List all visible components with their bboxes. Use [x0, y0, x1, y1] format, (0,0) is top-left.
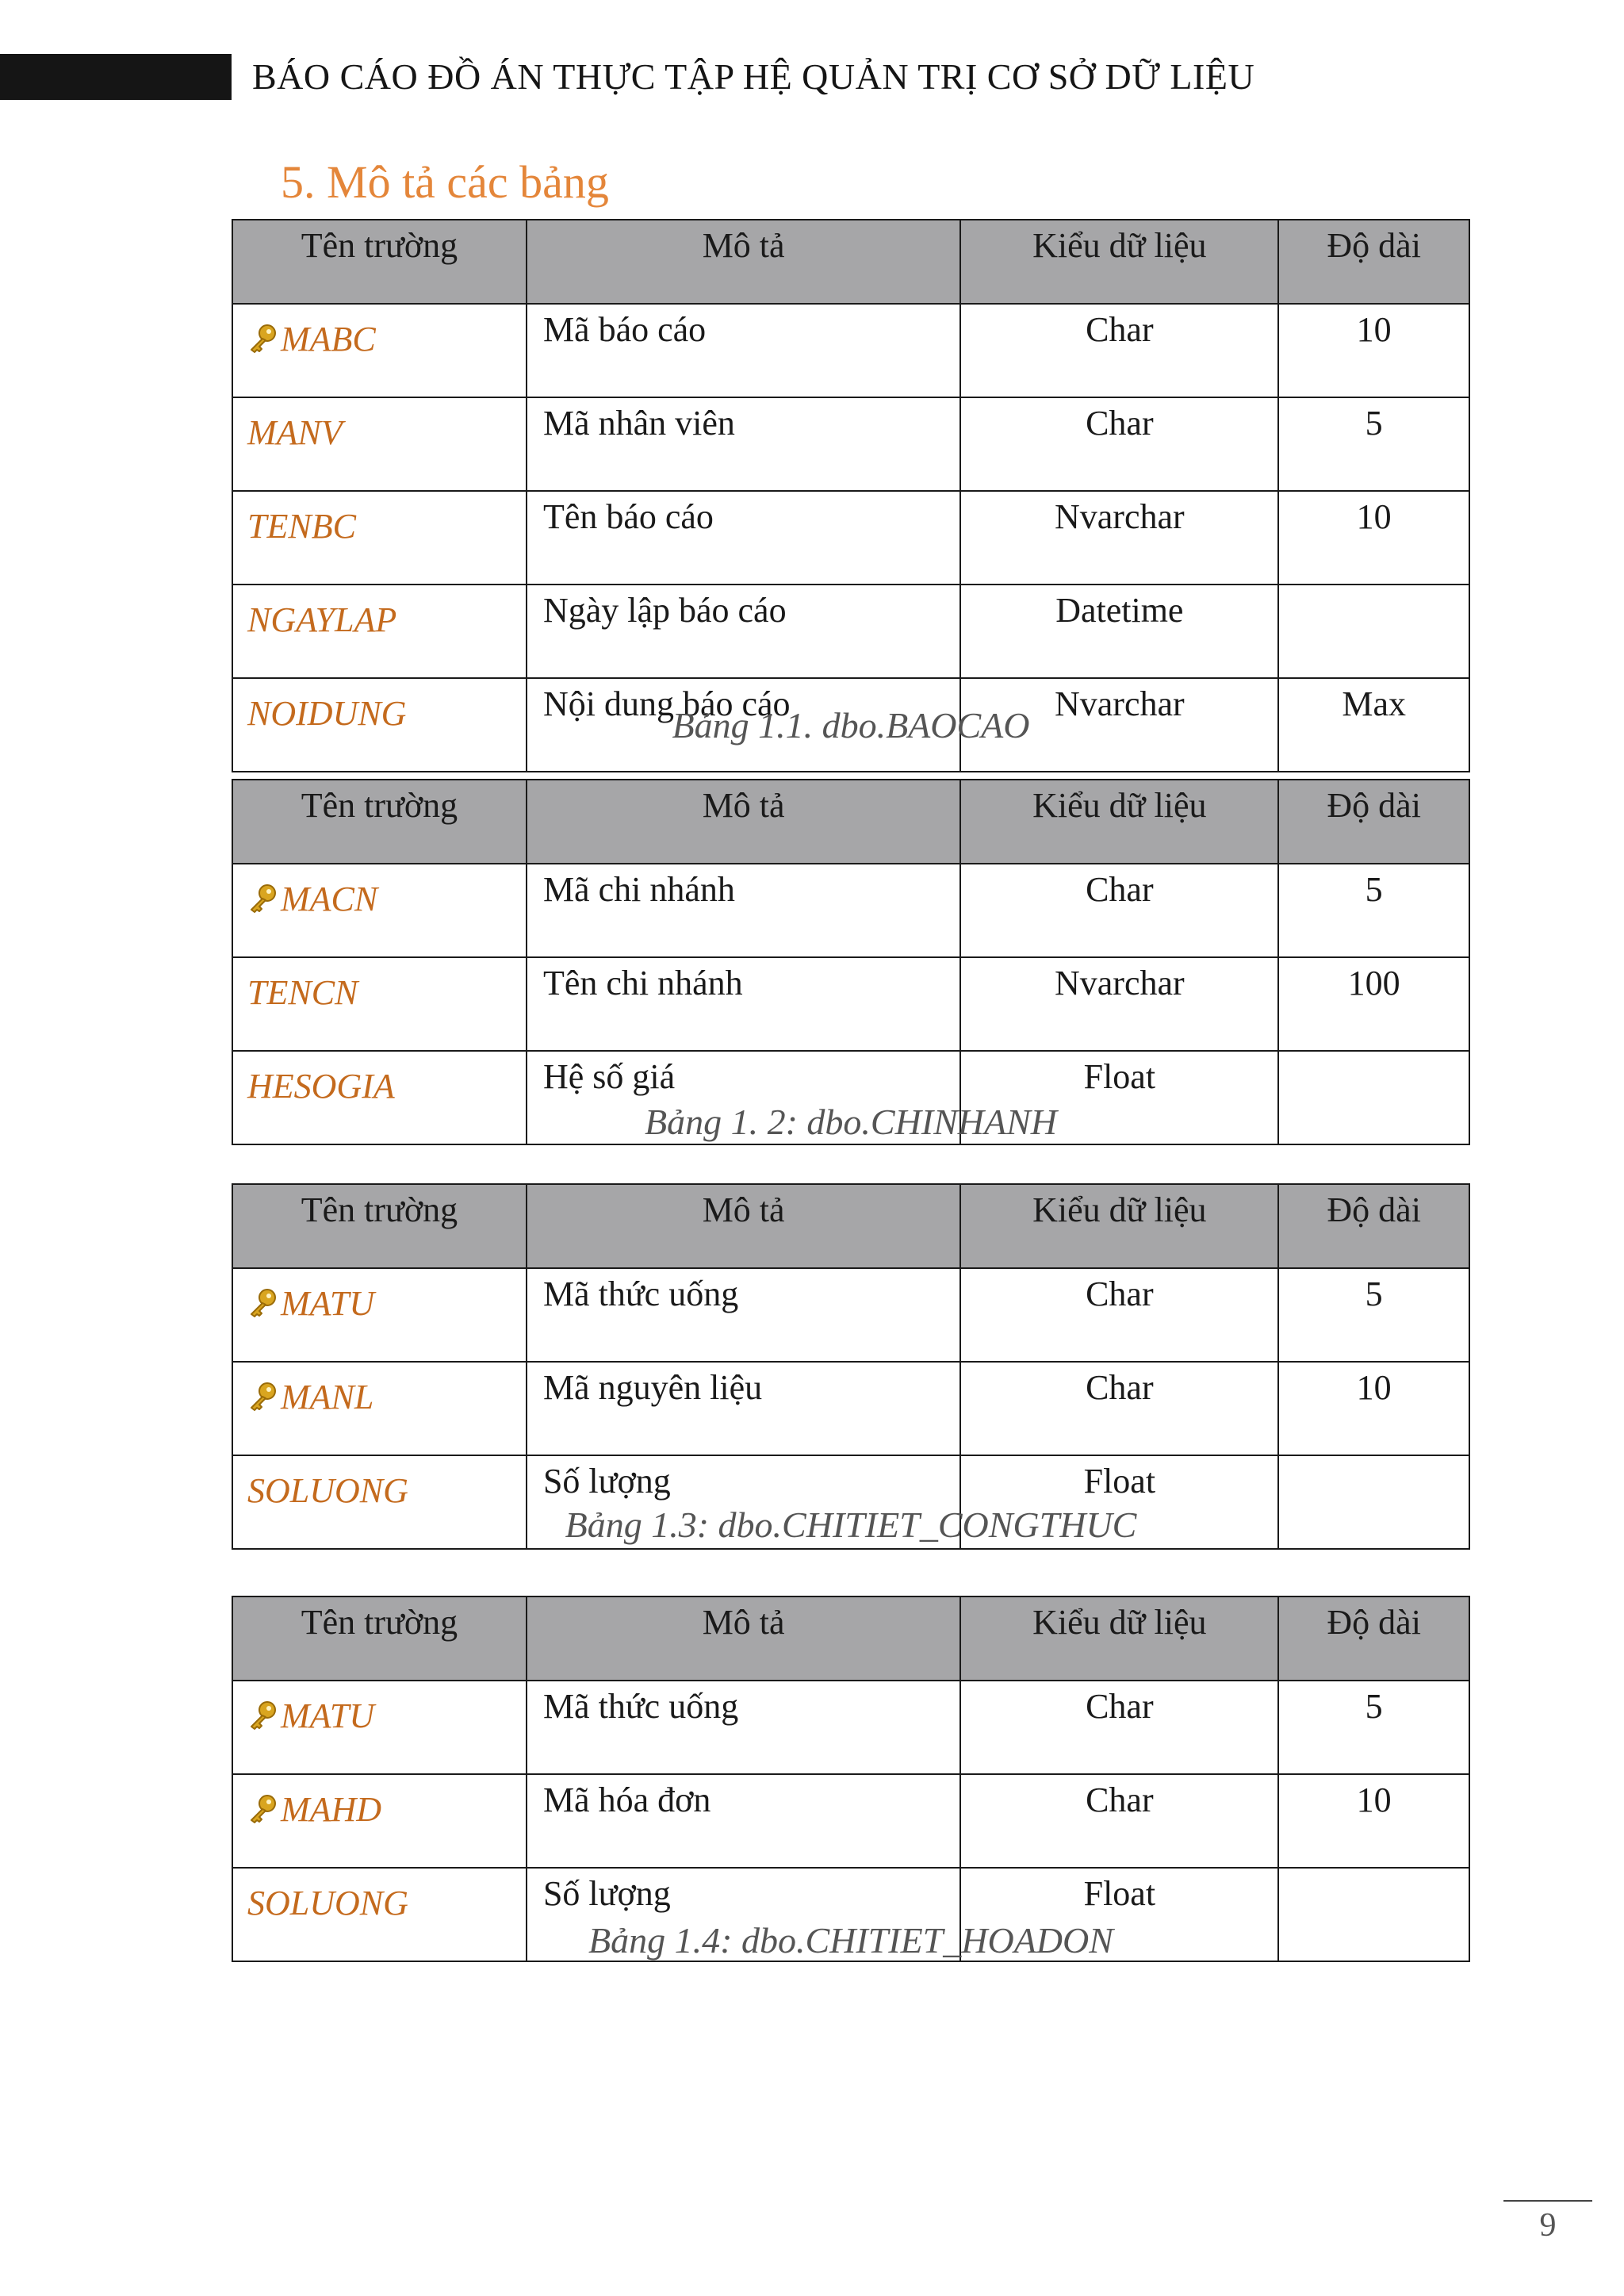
- header-data-type: Kiểu dữ liệu: [960, 780, 1278, 864]
- header-data-type: Kiểu dữ liệu: [960, 1184, 1278, 1268]
- header-description: Mô tả: [527, 1596, 960, 1681]
- field-cell: [232, 1362, 527, 1455]
- field-cell: [232, 957, 527, 1051]
- description-cell: Ngày lập báo cáo: [527, 585, 960, 678]
- footer-rule: [1503, 2200, 1592, 2202]
- field-name: HESOGIA: [247, 1067, 395, 1106]
- description-cell: Mã nhân viên: [527, 397, 960, 491]
- data-type-cell: Char: [960, 1681, 1278, 1774]
- table-chinhanh: [232, 779, 1470, 1145]
- table-row: [232, 304, 1469, 397]
- description-cell: Mã nguyên liệu: [527, 1362, 960, 1455]
- description-cell: Mã thức uống: [527, 1681, 960, 1774]
- header-field-name: Tên trường: [232, 1596, 527, 1681]
- data-type-cell: Datetime: [960, 585, 1278, 678]
- table-row: [232, 491, 1469, 585]
- length-cell: 5: [1278, 1681, 1469, 1774]
- table-baocao: [232, 219, 1470, 772]
- primary-key-icon: [247, 1699, 279, 1739]
- description-cell: Nội dung báo cáo: [527, 678, 960, 772]
- field-cell: [232, 864, 527, 957]
- header-field-name: Tên trường: [232, 1184, 527, 1268]
- header-field-name: Tên trường: [232, 220, 527, 304]
- table-header-row: [232, 1184, 1469, 1268]
- table-row: [232, 1681, 1469, 1774]
- field-name: TENCN: [247, 973, 358, 1012]
- description-cell: Hệ số giá: [527, 1051, 960, 1144]
- header-length: Độ dài: [1278, 220, 1469, 304]
- header-data-type: Kiểu dữ liệu: [960, 220, 1278, 304]
- length-cell: 5: [1278, 1268, 1469, 1362]
- table-header-row: [232, 220, 1469, 304]
- data-type-cell: Char: [960, 304, 1278, 397]
- data-type-cell: Float: [960, 1455, 1278, 1549]
- description-cell: Tên báo cáo: [527, 491, 960, 585]
- field-cell: [232, 397, 527, 491]
- header-length: Độ dài: [1278, 1596, 1469, 1681]
- header-description: Mô tả: [527, 1184, 960, 1268]
- field-name: MAHD: [281, 1790, 382, 1829]
- length-cell: [1278, 585, 1469, 678]
- field-cell: [232, 585, 527, 678]
- data-type-cell: Nvarchar: [960, 957, 1278, 1051]
- description-cell: Mã hóa đơn: [527, 1774, 960, 1868]
- field-name: MANL: [281, 1378, 374, 1416]
- data-type-cell: Nvarchar: [960, 491, 1278, 585]
- section-title: 5. Mô tả các bảng: [281, 156, 609, 208]
- table-chitiet-hoadon: [232, 1596, 1470, 1962]
- table-caption: Bảng 1.3: dbo.CHITIET_CONGTHUC: [565, 1504, 1137, 1545]
- field-cell: [232, 1681, 527, 1774]
- header-description: Mô tả: [527, 780, 960, 864]
- data-type-cell: Nvarchar: [960, 678, 1278, 772]
- field-name: TENBC: [247, 507, 356, 546]
- header-bar: [0, 54, 232, 100]
- field-cell: [232, 1268, 527, 1362]
- length-cell: Max: [1278, 678, 1469, 772]
- description-cell: Mã thức uống: [527, 1268, 960, 1362]
- length-cell: 10: [1278, 1774, 1469, 1868]
- table-row: [232, 1268, 1469, 1362]
- field-cell: [232, 1774, 527, 1868]
- field-name: MABC: [281, 320, 376, 358]
- length-cell: 10: [1278, 304, 1469, 397]
- table-row: [232, 585, 1469, 678]
- primary-key-icon: [247, 1792, 279, 1833]
- description-cell: Mã báo cáo: [527, 304, 960, 397]
- description-cell: Tên chi nhánh: [527, 957, 960, 1051]
- page-number: 9: [1539, 2207, 1557, 2244]
- data-type-cell: Char: [960, 397, 1278, 491]
- data-type-cell: Char: [960, 1774, 1278, 1868]
- field-name: MATU: [281, 1284, 375, 1323]
- data-type-cell: Float: [960, 1051, 1278, 1144]
- table-header-row: [232, 1596, 1469, 1681]
- primary-key-icon: [247, 882, 279, 922]
- description-cell: Số lượng: [527, 1868, 960, 1961]
- header-field-name: Tên trường: [232, 780, 527, 864]
- data-type-cell: Char: [960, 1362, 1278, 1455]
- description-cell: Số lượng: [527, 1455, 960, 1549]
- field-name: NGAYLAP: [247, 600, 397, 639]
- data-type-cell: Char: [960, 1268, 1278, 1362]
- field-name: NOIDUNG: [247, 694, 407, 733]
- table-row: [232, 397, 1469, 491]
- primary-key-icon: [247, 322, 279, 362]
- table-row: [232, 864, 1469, 957]
- table-caption: Bảng 1.1. dbo.BAOCAO: [672, 705, 1030, 746]
- field-name: MATU: [281, 1696, 375, 1735]
- field-name: SOLUONG: [247, 1884, 408, 1922]
- table-row: [232, 1362, 1469, 1455]
- field-name: SOLUONG: [247, 1471, 408, 1510]
- header-data-type: Kiểu dữ liệu: [960, 1596, 1278, 1681]
- data-type-cell: Char: [960, 864, 1278, 957]
- header-description: Mô tả: [527, 220, 960, 304]
- length-cell: 10: [1278, 491, 1469, 585]
- table-header-row: [232, 780, 1469, 864]
- length-cell: 5: [1278, 397, 1469, 491]
- field-cell: [232, 304, 527, 397]
- header-length: Độ dài: [1278, 1184, 1469, 1268]
- field-name: MACN: [281, 880, 378, 918]
- description-cell: Mã chi nhánh: [527, 864, 960, 957]
- table-caption: Bảng 1.4: dbo.CHITIET_HOADON: [588, 1920, 1113, 1961]
- length-cell: 5: [1278, 864, 1469, 957]
- field-name: MANV: [247, 413, 343, 452]
- table-caption: Bảng 1. 2: dbo.CHINHANH: [644, 1102, 1058, 1142]
- length-cell: 100: [1278, 957, 1469, 1051]
- length-cell: 10: [1278, 1362, 1469, 1455]
- data-type-cell: Float: [960, 1868, 1278, 1961]
- field-cell: [232, 491, 527, 585]
- header-length: Độ dài: [1278, 780, 1469, 864]
- table-row: [232, 1774, 1469, 1868]
- document-header-title: BÁO CÁO ĐỒ ÁN THỰC TẬP HỆ QUẢN TRỊ CƠ SỞ DỮ LIỆU: [252, 56, 1255, 97]
- primary-key-icon: [247, 1286, 279, 1327]
- table-row: [232, 957, 1469, 1051]
- primary-key-icon: [247, 1380, 279, 1420]
- table-chitiet-congthuc: [232, 1183, 1470, 1550]
